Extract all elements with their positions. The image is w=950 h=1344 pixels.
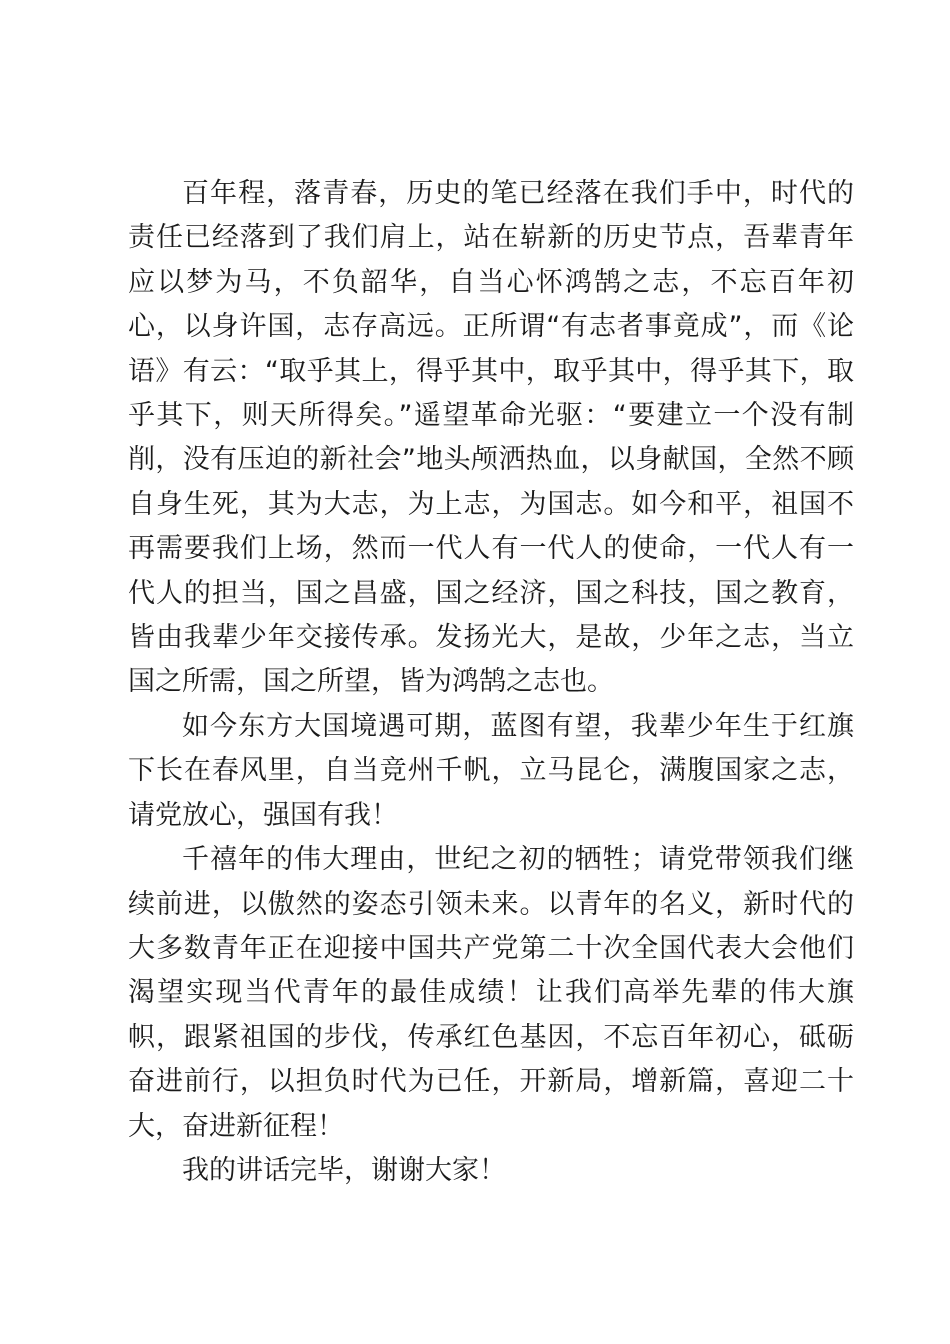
paragraph-1: 百年程，落青春，历史的笔已经落在我们手中，时代的责任已经落到了我们肩上，站在崭新的历史节点，吾辈青年应以梦为马，不负韶华，自当心怀鸿鹄之志，不忘百年初心，以身许国，志存高远。正所谓“有志者事竟成”，而《论语》有云：“取乎其上，得乎其中，取乎其中，得乎其下，取乎其下，则天所得矣。”遥望革命光驱：“要建立一个没有制削，没有压迫的新社会”地头颅洒热血，以身献国，全然不顾自身生死，其为大志，为上志，为国志。如今和平，祖国不再需要我们上场，然而一代人有一代人的使命，一代人有一代人的担当，国之昌盛，国之经济，国之科技，国之教育，皆由我辈少年交接传承。发扬光大，是故，少年之志，当立国之所需，国之所望，皆为鸿鹄之志也。 — [128, 178, 854, 698]
paragraph-2: 如今东方大国境遇可期，蓝图有望，我辈少年生于红旗下长在春风里，自当竞州千帆，立马昆仑，满腹国家之志，请党放心，强国有我！ — [128, 710, 854, 831]
paragraph-3: 千禧年的伟大理由，世纪之初的牺牲；请党带领我们继续前进，以傲然的姿态引领未来。以青年的名义，新时代的大多数青年正在迎接中国共产党第二十次全国代表大会他们渴望实现当代青年的最佳成绩！让我们高举先辈的伟大旗帜，跟紧祖国的步伐，传承红色基因，不忘百年初心，砥砺奋进前行，以担负时代为已任，开新局，增新篇，喜迎二十大，奋进新征程！ — [128, 844, 854, 1142]
speech-body — [128, 172, 854, 1193]
paragraph-4: 我的讲话完毕，谢谢大家！ — [182, 1154, 506, 1186]
